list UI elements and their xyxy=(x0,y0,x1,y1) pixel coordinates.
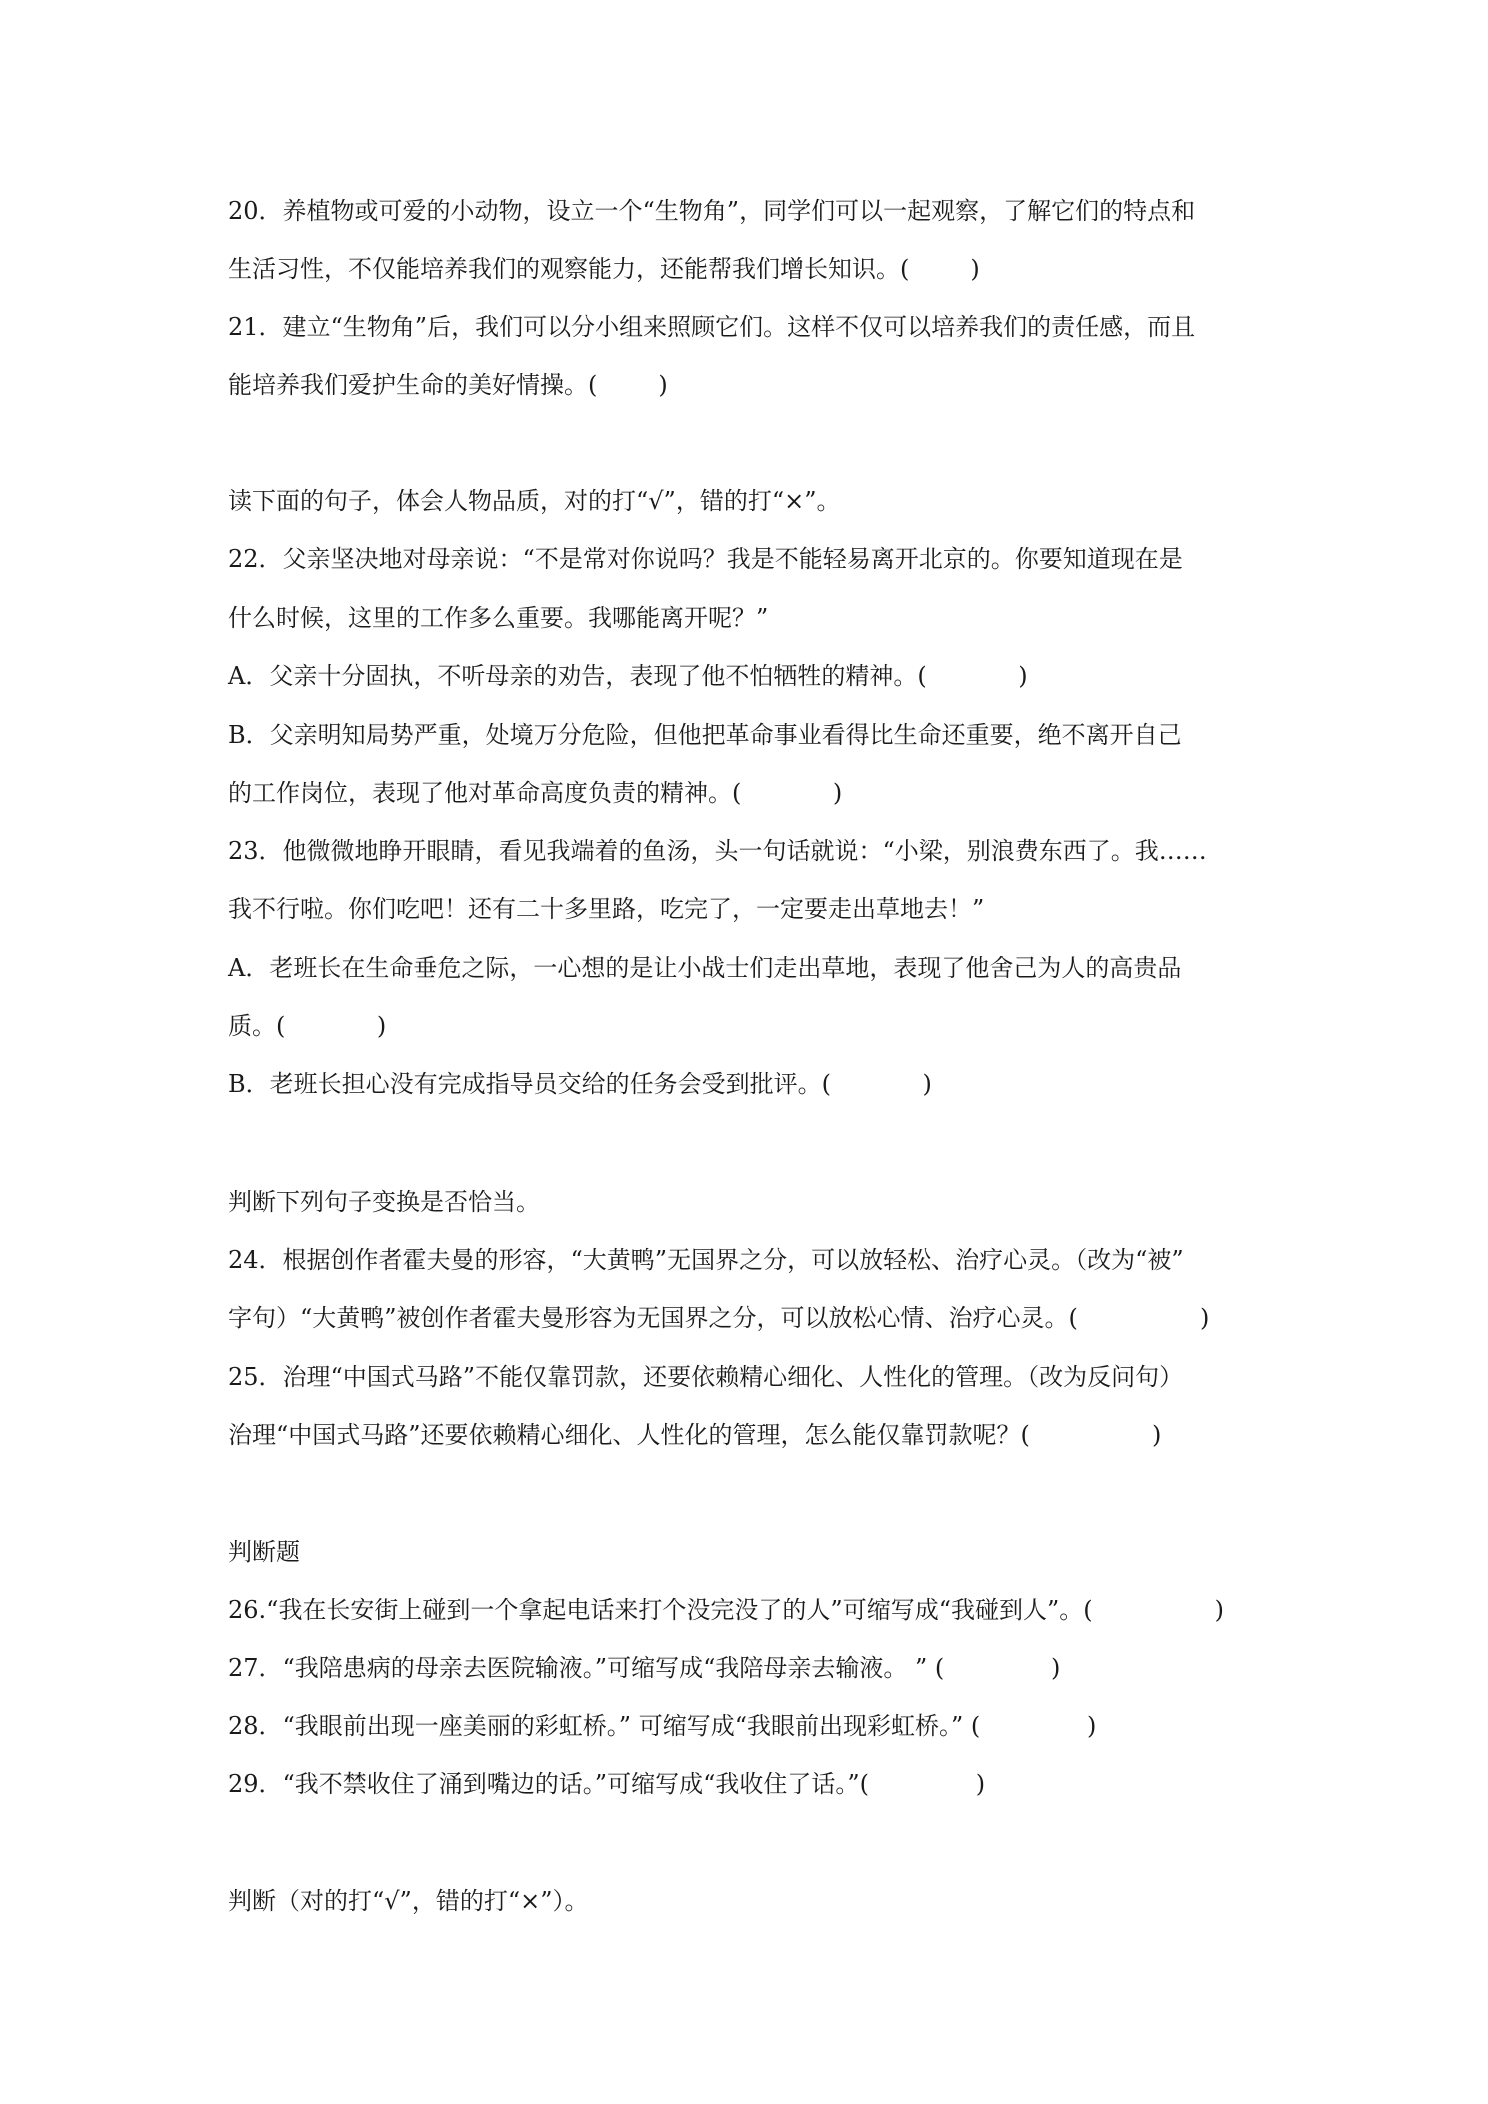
question-22-line-1: 22．父亲坚决地对母亲说：“不是常对你说吗？我是不能轻易离开北京的。你要知道现在是 xyxy=(228,545,1183,573)
section-heading-transform: 判断下列句子变换是否恰当。 xyxy=(228,1188,540,1216)
question-22-option-a: A．父亲十分固执，不听母亲的劝告，表现了他不怕牺牲的精神。( ) xyxy=(228,662,1028,690)
question-23-line-2: 我不行啦。你们吃吧！还有二十多里路，吃完了，一定要走出草地去！” xyxy=(228,895,985,923)
question-28: 28．“我眼前出现一座美丽的彩虹桥。” 可缩写成“我眼前出现彩虹桥。” ( ) xyxy=(228,1712,1097,1740)
section-heading-judge: 判断题 xyxy=(228,1538,300,1566)
section-heading-true-false: 判断（对的打“√”，错的打“×”）。 xyxy=(228,1887,589,1915)
question-22-option-b-line-2: 的工作岗位，表现了他对革命高度负责的精神。( ) xyxy=(228,779,843,807)
question-24-line-1: 24．根据创作者霍夫曼的形容，“大黄鸭”无国界之分，可以放轻松、治疗心灵。（改为“被” xyxy=(228,1246,1184,1274)
question-23-line-1: 23．他微微地睁开眼睛，看见我端着的鱼汤，头一句话就说：“小梁，别浪费东西了。我…… xyxy=(228,837,1207,865)
section-heading-quality: 读下面的句子，体会人物品质，对的打“√”，错的打“×”。 xyxy=(228,487,841,515)
question-23-option-a-line-2: 质。( ) xyxy=(228,1012,387,1040)
question-22-option-b-line-1: B．父亲明知局势严重，处境万分危险，但他把革命事业看得比生命还重要，绝不离开自己 xyxy=(228,721,1182,749)
question-29: 29．“我不禁收住了涌到嘴边的话。”可缩写成“我收住了话。”( ) xyxy=(228,1770,986,1798)
question-21-line-2: 能培养我们爱护生命的美好情操。( ) xyxy=(228,371,668,399)
question-21-line-1: 21．建立“生物角”后，我们可以分小组来照顾它们。这样不仅可以培养我们的责任感，而且 xyxy=(228,313,1196,341)
question-20-line-1: 20．养植物或可爱的小动物，设立一个“生物角”，同学们可以一起观察，了解它们的特点和 xyxy=(228,197,1196,225)
question-23-option-a-line-1: A．老班长在生命垂危之际，一心想的是让小战士们走出草地，表现了他舍己为人的高贵品 xyxy=(228,954,1182,982)
question-25-line-2: 治理“中国式马路”还要依赖精心细化、人性化的管理，怎么能仅靠罚款呢？( ) xyxy=(228,1421,1162,1449)
question-20-line-2: 生活习性，不仅能培养我们的观察能力，还能帮我们增长知识。( ) xyxy=(228,255,980,283)
question-23-option-b: B．老班长担心没有完成指导员交给的任务会受到批评。( ) xyxy=(228,1070,932,1098)
question-24-line-2: 字句）“大黄鸭”被创作者霍夫曼形容为无国界之分，可以放松心情、治疗心灵。( ) xyxy=(228,1304,1210,1332)
question-25-line-1: 25．治理“中国式马路”不能仅靠罚款，还要依赖精心细化、人性化的管理。（改为反问句） xyxy=(228,1363,1184,1391)
question-22-line-2: 什么时候，这里的工作多么重要。我哪能离开呢？” xyxy=(228,604,769,632)
question-26: 26.“我在长安街上碰到一个拿起电话来打个没完没了的人”可缩写成“我碰到人”。( ) xyxy=(228,1596,1225,1624)
question-27: 27．“我陪患病的母亲去医院输液。”可缩写成“我陪母亲去输液。 ” ( ) xyxy=(228,1654,1061,1682)
